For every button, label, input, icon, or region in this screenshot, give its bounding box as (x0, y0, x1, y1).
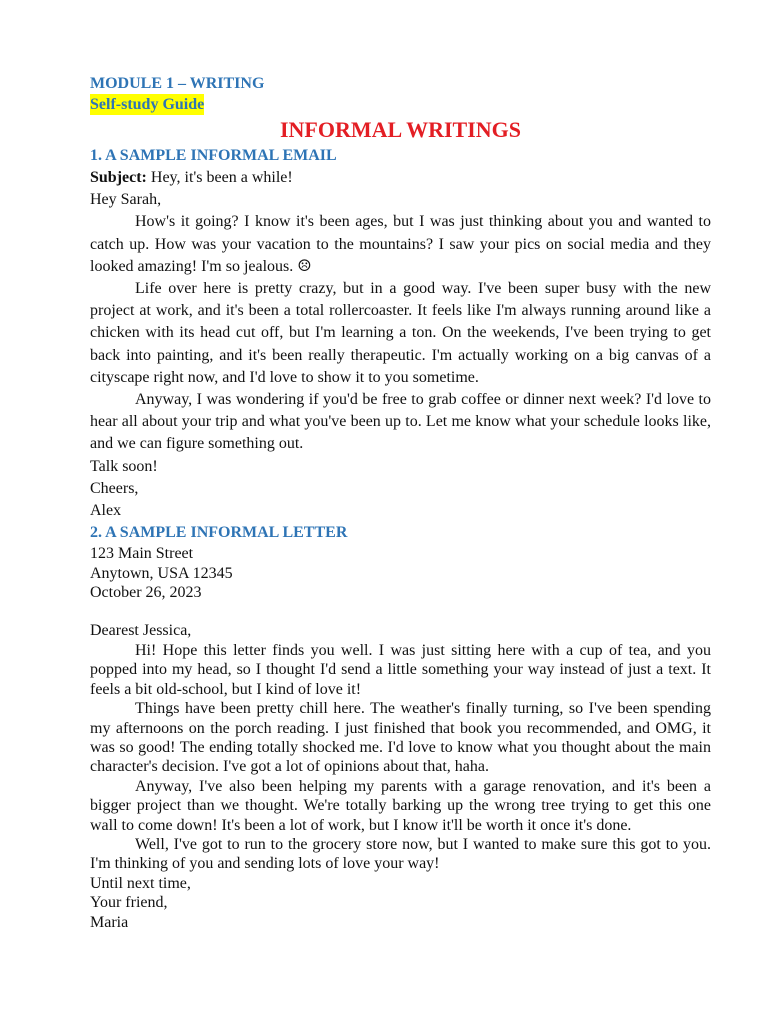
email-signature: Alex (90, 502, 122, 520)
document-page (90, 73, 711, 932)
letter-paragraph-4: Well, I've got to run to the grocery store now, but I wanted to make sure this got to you. I'm thinking of you and sending lots of love your way! (90, 835, 711, 873)
email-closing-1: Talk soon! (90, 457, 158, 475)
module-label: MODULE 1 – WRITING (90, 75, 265, 92)
email-closing-2: Cheers, (90, 479, 139, 497)
email-greeting: Hey Sarah, (90, 191, 162, 209)
email-paragraph-1: How's it going? I know it's been ages, but I was just thinking about you and wanted to catch up. How was your vacation to the mountains? I saw your pics on social media and they looked amazing! I'm so jealous. ☹ (90, 213, 711, 275)
sample-email (90, 167, 711, 522)
letter-paragraph-1: Hi! Hope this letter finds you well. I was just sitting here with a cup of tea, and you popped into my head, so I thought I'd send a little something your way instead of just a text. It feels a bit old-school, but I kind of love it! (90, 641, 711, 698)
letter-paragraph-2: Things have been pretty chill here. The weather's finally turning, so I've been spending my afternoons on the porch reading. I just finished that book you recommended, and OMG, it was so good! The ending totally shocked me. I'd love to know what you thought about the main character's decision. I've got a lot of opinions about that, haha. (90, 700, 711, 776)
letter-signature: Maria (90, 913, 129, 931)
email-section-heading: 1. A SAMPLE INFORMAL EMAIL (90, 147, 337, 164)
self-study-guide-label: Self-study Guide (90, 96, 205, 113)
email-subject-line (90, 167, 711, 189)
letter-greeting: Dearest Jessica, (90, 622, 192, 640)
email-paragraph-3: Anyway, I was wondering if you'd be free to grab coffee or dinner next week? I'd love to hear all about your trip and what you've been up to. Let me know what your schedule looks like, and we can figure something out. (90, 391, 711, 453)
letter-closing-1: Until next time, (90, 874, 191, 892)
page-title: INFORMAL WRITINGS (279, 117, 522, 142)
email-subject: Hey, it's been a while! (150, 169, 293, 186)
letter-spacer (90, 602, 711, 621)
letter-date: October 26, 2023 (90, 584, 202, 602)
email-paragraph-2: Life over here is pretty crazy, but in a good way. I've been super busy with the new project at work, and it's been a total rollercoaster. It feels like I'm always running around like a chicken with its head cut off, but I'm learning a ton. On the weekends, I've been trying to get back into painting, and it's been really therapeutic. I'm actually working on a big canvas of a cityscape right now, and I'd love to show it to you sometime. (90, 280, 711, 386)
sample-letter (90, 544, 711, 932)
letter-paragraph-3: Anyway, I've also been helping my parents with a garage renovation, and it's been a bigger project than we thought. We're totally barking up the wrong tree trying to get this one wall to come down! It's been a lot of work, but I know it'll be worth it once it's done. (90, 777, 711, 834)
email-subject-label: Subject: (90, 169, 147, 186)
letter-address-line-1: 123 Main Street (90, 545, 194, 563)
letter-closing-2: Your friend, (90, 894, 168, 912)
letter-address-line-2: Anytown, USA 12345 (90, 564, 233, 582)
letter-section-heading: 2. A SAMPLE INFORMAL LETTER (90, 524, 348, 542)
